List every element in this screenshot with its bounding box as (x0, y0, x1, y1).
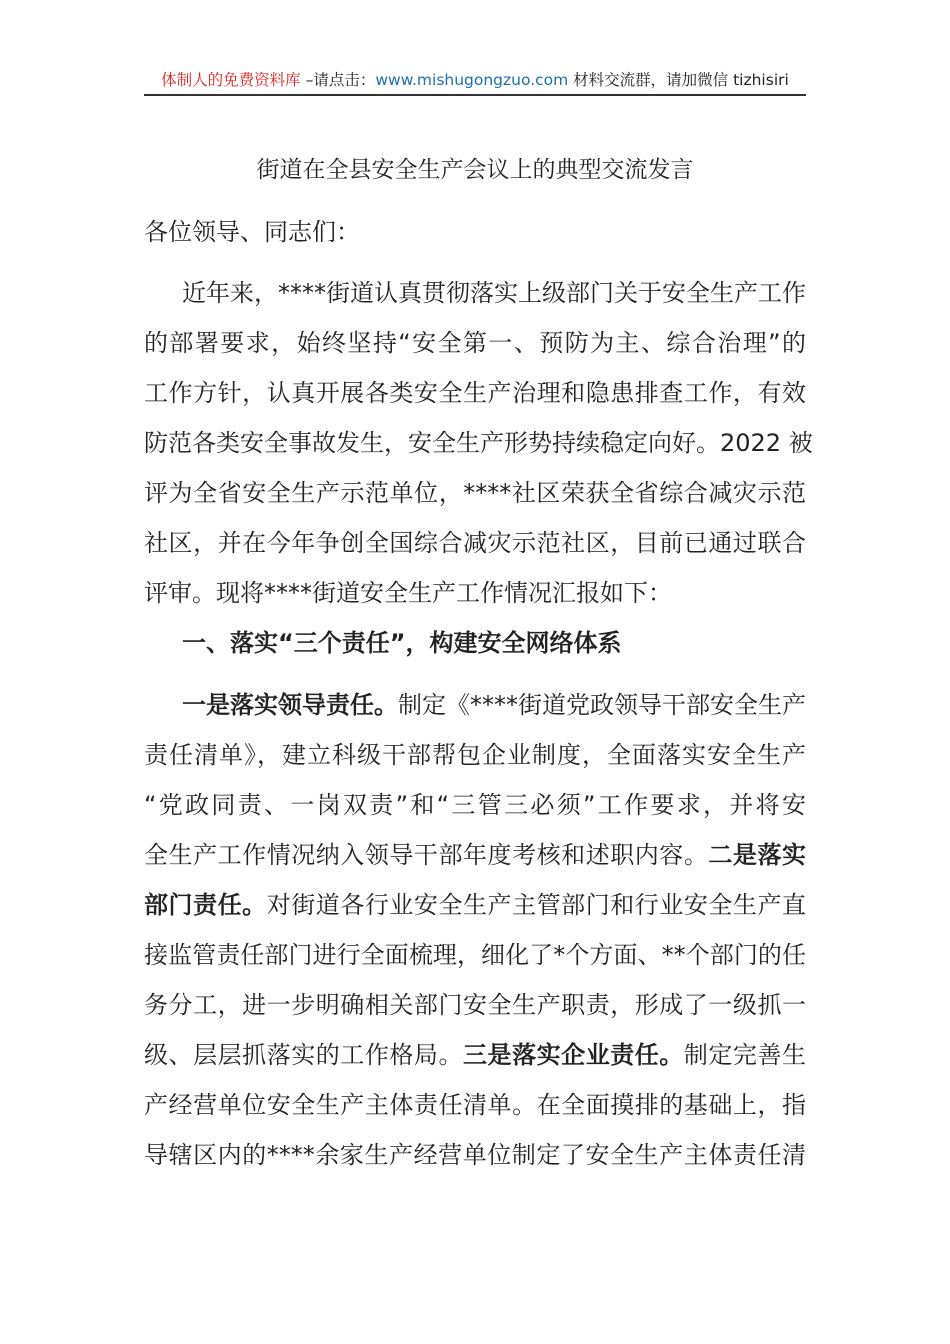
text-segment: 制定《****街道党政领导干部安全生产 (398, 691, 806, 719)
site-name: 体制人的免费资料库 (161, 71, 301, 89)
text-segment: 产经营单位安全生产主体责任清单。在全面摸排的基础上，指 (144, 1091, 806, 1119)
text-segment: 导辖区内的****余家生产经营单位制定了安全生产主体责任清 (144, 1141, 806, 1169)
text-segment: 社区，并在今年争创全国综合减灾示范社区，目前已通过联合 (144, 529, 806, 557)
text-line (144, 938, 806, 988)
section-heading (144, 626, 806, 688)
text-segment: 责任清单》，建立科级干部帮包企业制度，全面落实安全生产 (144, 741, 806, 769)
text-line (144, 738, 806, 788)
bold-text: 一是落实领导责任。 (182, 691, 398, 719)
document-title: 街道在全县安全生产会议上的典型交流发言 (256, 157, 694, 183)
text-segment: 制定完善生 (683, 1041, 807, 1069)
text-line (144, 576, 806, 626)
text-segment: 防范各类安全事故发生，安全生产形势持续稳定向好。2022 被 (144, 429, 813, 457)
text-line (144, 376, 806, 426)
text-line (144, 688, 806, 738)
text-line (144, 276, 806, 326)
text-line (144, 838, 806, 888)
header-note: 材料交流群，请加微信 tizhisiri (568, 71, 789, 89)
text-line (144, 788, 806, 838)
text-line (144, 888, 806, 938)
text-segment: 的部署要求，始终坚持“安全第一、预防为主、综合治理”的 (144, 329, 806, 357)
bold-text: 二是落实 (708, 841, 807, 869)
document-body (144, 276, 813, 1188)
text-line (144, 476, 806, 526)
text-line (144, 988, 806, 1038)
text-segment: 全生产工作情况纳入领导干部年度考核和述职内容。 (144, 841, 709, 869)
text-segment: 级、层层抓落实的工作格局。 (144, 1041, 463, 1069)
text-segment: 近年来，****街道认真贯彻落实上级部门关于安全生产工作 (182, 279, 806, 307)
text-segment: 对街道各行业安全生产主管部门和行业安全生产直 (266, 891, 807, 919)
text-segment: 接监管责任部门进行全面梳理，细化了*个方面、**个部门的任 (144, 941, 806, 969)
text-segment: 评为全省安全生产示范单位，****社区荣获全省综合减灾示范 (144, 479, 806, 507)
text-segment: 务分工，进一步明确相关部门安全生产职责，形成了一级抓一 (144, 991, 806, 1019)
bold-text: 一、落实“三个责任”，构建安全网络体系 (182, 629, 622, 657)
text-segment: 评审。现将****街道安全生产工作情况汇报如下： (144, 579, 672, 607)
watermark-header (144, 68, 806, 96)
greeting: 各位领导、同志们： (144, 218, 360, 246)
site-link[interactable]: www.mishugongzuo.com (375, 71, 569, 89)
text-line (144, 1088, 806, 1138)
text-line (144, 526, 806, 576)
text-line (144, 426, 813, 476)
header-prompt: –请点击： (300, 71, 376, 89)
text-line (144, 1038, 806, 1088)
text-line (144, 326, 806, 376)
bold-text: 部门责任。 (144, 891, 267, 919)
bold-text: 三是落实企业责任。 (463, 1041, 684, 1069)
text-segment: 工作方针，认真开展各类安全生产治理和隐患排查工作，有效 (144, 379, 806, 407)
text-segment: “党政同责、一岗双责”和“三管三必须”工作要求，并将安 (144, 791, 806, 819)
text-line (144, 1138, 806, 1188)
